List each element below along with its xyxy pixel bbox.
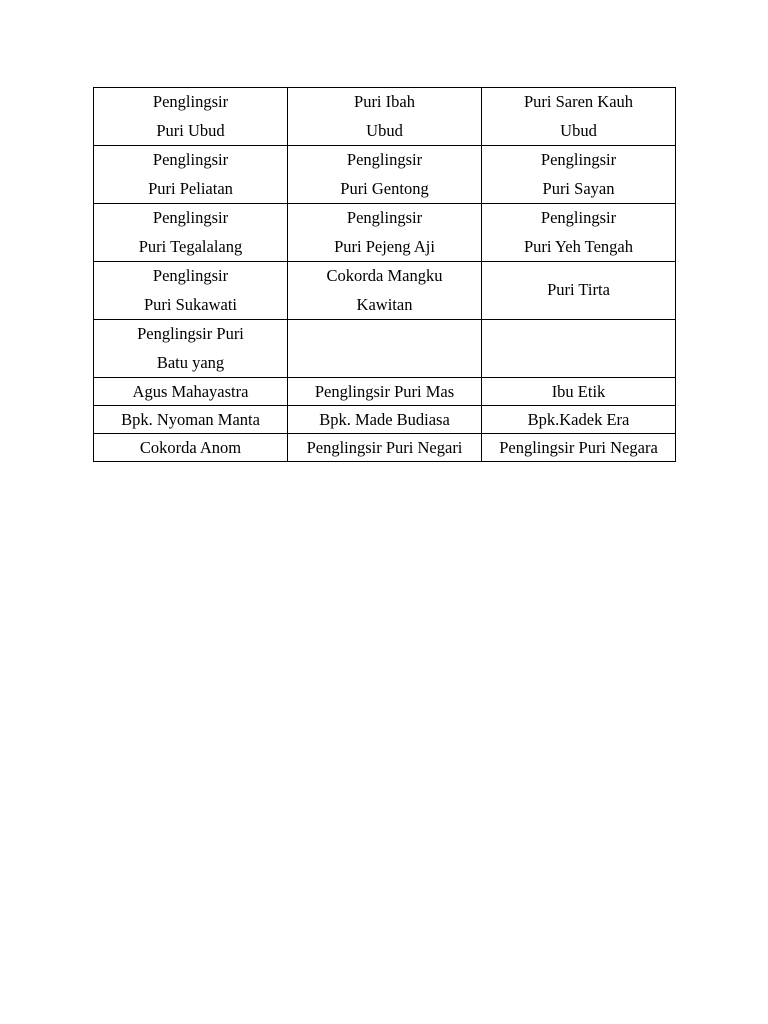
cell-line: Puri Ibah	[354, 92, 415, 111]
table-cell	[94, 88, 288, 146]
cell-line: Cokorda Anom	[139, 437, 242, 457]
cell-line: Kawitan	[356, 294, 413, 314]
cell-line: Puri Gentong	[340, 178, 429, 198]
cell-line: Penglingsir	[152, 208, 229, 227]
cell-line: Puri Pejeng Aji	[334, 236, 435, 256]
cell-line: Puri Tirta	[547, 280, 610, 300]
table-cell	[94, 262, 288, 320]
cell-line: Puri Tegalalang	[138, 236, 243, 256]
cell-line: Penglingsir Puri Negari	[306, 437, 463, 457]
table-row	[94, 204, 676, 262]
cell-line: Penglingsir	[540, 150, 617, 169]
cell-line: Puri Yeh Tengah	[523, 236, 633, 256]
table-cell	[288, 378, 482, 406]
cell-line: Ibu Etik	[551, 381, 606, 401]
table-cell	[94, 320, 288, 378]
table-cell	[288, 262, 482, 320]
cell-line: Bpk.Kadek Era	[527, 409, 630, 429]
table-cell	[482, 146, 676, 204]
table-row	[94, 146, 676, 204]
table-row	[94, 434, 676, 462]
cell-line: Batu yang	[156, 352, 225, 372]
table-cell	[482, 204, 676, 262]
cell-line: Penglingsir	[152, 150, 229, 169]
cell-line: Penglingsir	[152, 92, 229, 111]
table-cell	[482, 378, 676, 406]
table-cell	[288, 88, 482, 146]
table-cell	[288, 204, 482, 262]
cell-line: Cokorda Mangku	[326, 266, 443, 285]
cell-line: Penglingsir Puri	[137, 324, 244, 343]
table-cell	[94, 204, 288, 262]
guest-table	[93, 87, 676, 462]
cell-line: Puri Sayan	[542, 178, 615, 198]
table-cell	[482, 434, 676, 462]
table-cell	[94, 378, 288, 406]
table-row	[94, 262, 676, 320]
cell-line: Ubud	[560, 120, 597, 140]
cell-line: Penglingsir	[346, 208, 423, 227]
cell-line: Bpk. Made Budiasa	[319, 409, 450, 429]
cell-line: Agus Mahayastra	[132, 381, 249, 401]
table-cell	[288, 434, 482, 462]
cell-line: Puri Ubud	[156, 120, 225, 140]
table-cell	[94, 146, 288, 204]
cell-line: Penglingsir	[346, 150, 423, 169]
table-cell	[94, 406, 288, 434]
table-row	[94, 88, 676, 146]
cell-line: Puri Peliatan	[148, 178, 233, 198]
cell-line: Puri Saren Kauh	[523, 92, 634, 111]
table-cell-empty	[482, 320, 676, 378]
cell-line: Bpk. Nyoman Manta	[121, 409, 260, 429]
cell-line: Ubud	[366, 120, 403, 140]
table-row	[94, 320, 676, 378]
table-row	[94, 406, 676, 434]
cell-line: Penglingsir	[152, 266, 229, 285]
table-cell	[482, 406, 676, 434]
cell-line: Puri Sukawati	[143, 294, 238, 314]
table-cell	[482, 262, 676, 320]
table-cell	[482, 88, 676, 146]
table-cell	[288, 406, 482, 434]
table-cell-empty	[288, 320, 482, 378]
table-cell	[288, 146, 482, 204]
cell-line: Penglingsir Puri Mas	[314, 381, 455, 401]
table-cell	[94, 434, 288, 462]
table-row	[94, 378, 676, 406]
cell-line: Penglingsir Puri Negara	[499, 437, 658, 457]
cell-line: Penglingsir	[540, 208, 617, 227]
